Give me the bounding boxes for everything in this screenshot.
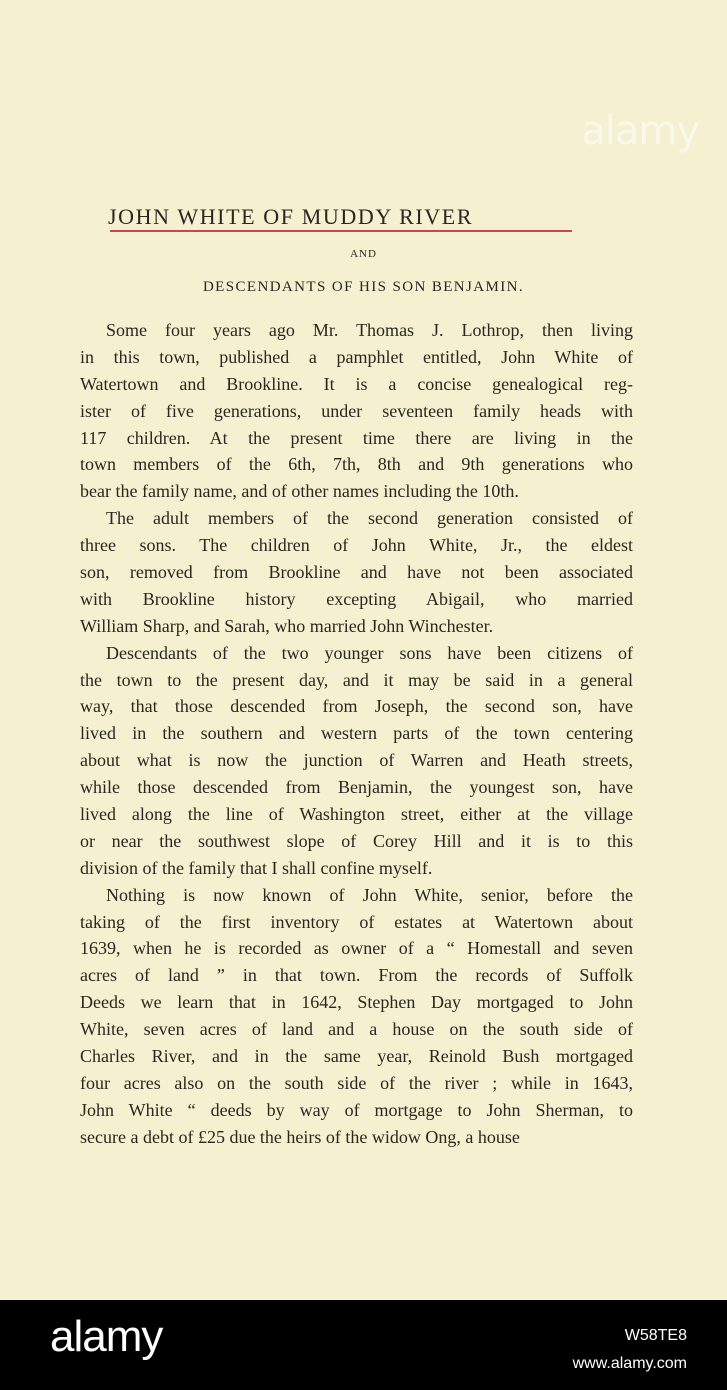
text-line: lived in the southern and western parts of the town centering	[80, 723, 633, 744]
text-line: ister of five generations, under seventeen family heads with	[80, 400, 633, 421]
text-line: while those descended from Benjamin, the youngest son, have	[80, 777, 633, 798]
site-url: www.alamy.com	[572, 1355, 687, 1372]
text-line: division of the family that I shall confine myself.	[80, 857, 433, 878]
text-line: about what is now the junction of Warren and Heath streets,	[80, 750, 633, 771]
footer-logo: alamy	[50, 1312, 163, 1361]
text-line: acres of land ” in that town. From the records of Suffolk	[80, 965, 633, 986]
page-subtitle: DESCENDANTS OF HIS SON BENJAMIN.	[202, 279, 525, 295]
text-line: the town to the present day, and it may be said in a general	[80, 669, 633, 690]
text-line: son, removed from Brookline and have not been associated	[80, 562, 633, 583]
footer-info	[573, 1322, 687, 1378]
text-line: town members of the 6th, 7th, 8th and 9th generations who	[80, 454, 633, 475]
text-line: William Sharp, and Sarah, who married John Winchester.	[80, 615, 494, 636]
text-line: Some four years ago Mr. Thomas J. Lothrop, then living	[106, 320, 633, 340]
text-line: or near the southwest slope of Corey Hill and it is to this	[80, 830, 633, 851]
text-line: in this town, published a pamphlet entitled, John White of	[80, 346, 633, 367]
page-title: JOHN WHITE OF MUDDY RIVER	[108, 204, 474, 229]
text-line: The adult members of the second generation consisted of	[106, 508, 633, 529]
watermark: alamy	[581, 108, 699, 154]
text-line: taking of the first inventory of estates at Watertown about	[80, 911, 633, 932]
text-line: 1639, when he is recorded as owner of a “ Homestall and seven	[80, 938, 633, 959]
text-line: four acres also on the south side of the river ; while in 1643,	[80, 1072, 633, 1093]
text-line: 117 children. At the present time there are living in the	[80, 427, 633, 448]
body-text	[80, 317, 633, 1151]
text-line: three sons. The children of John White, Jr., the eldest	[80, 535, 633, 556]
text-line: lived along the line of Washington street, either at the village	[80, 804, 633, 825]
text-line: White, seven acres of land and a house on the south side of	[80, 1019, 633, 1040]
text-line: Charles River, and in the same year, Reinold Bush mortgaged	[80, 1046, 633, 1067]
text-line: bear the family name, and of other names including the 10th.	[80, 481, 519, 502]
title-connector: AND	[350, 248, 377, 260]
text-line: John White “ deeds by way of mortgage to John Sherman, to	[80, 1099, 633, 1120]
title-underline	[110, 230, 572, 232]
text-line: Nothing is now known of John White, senior, before the	[106, 884, 633, 905]
text-line: Descendants of the two younger sons have been citizens of	[106, 642, 633, 663]
text-line: Deeds we learn that in 1642, Stephen Day mortgaged to John	[80, 992, 633, 1013]
text-line: way, that those descended from Joseph, the second son, have	[80, 696, 633, 717]
text-line: Watertown and Brookline. It is a concise genealogical reg-	[80, 373, 633, 394]
text-line: secure a debt of £25 due the heirs of the widow Ong, a house	[80, 1126, 520, 1147]
image-id: W58TE8	[624, 1327, 687, 1344]
text-line: with Brookline history excepting Abigail, who married	[80, 588, 633, 609]
